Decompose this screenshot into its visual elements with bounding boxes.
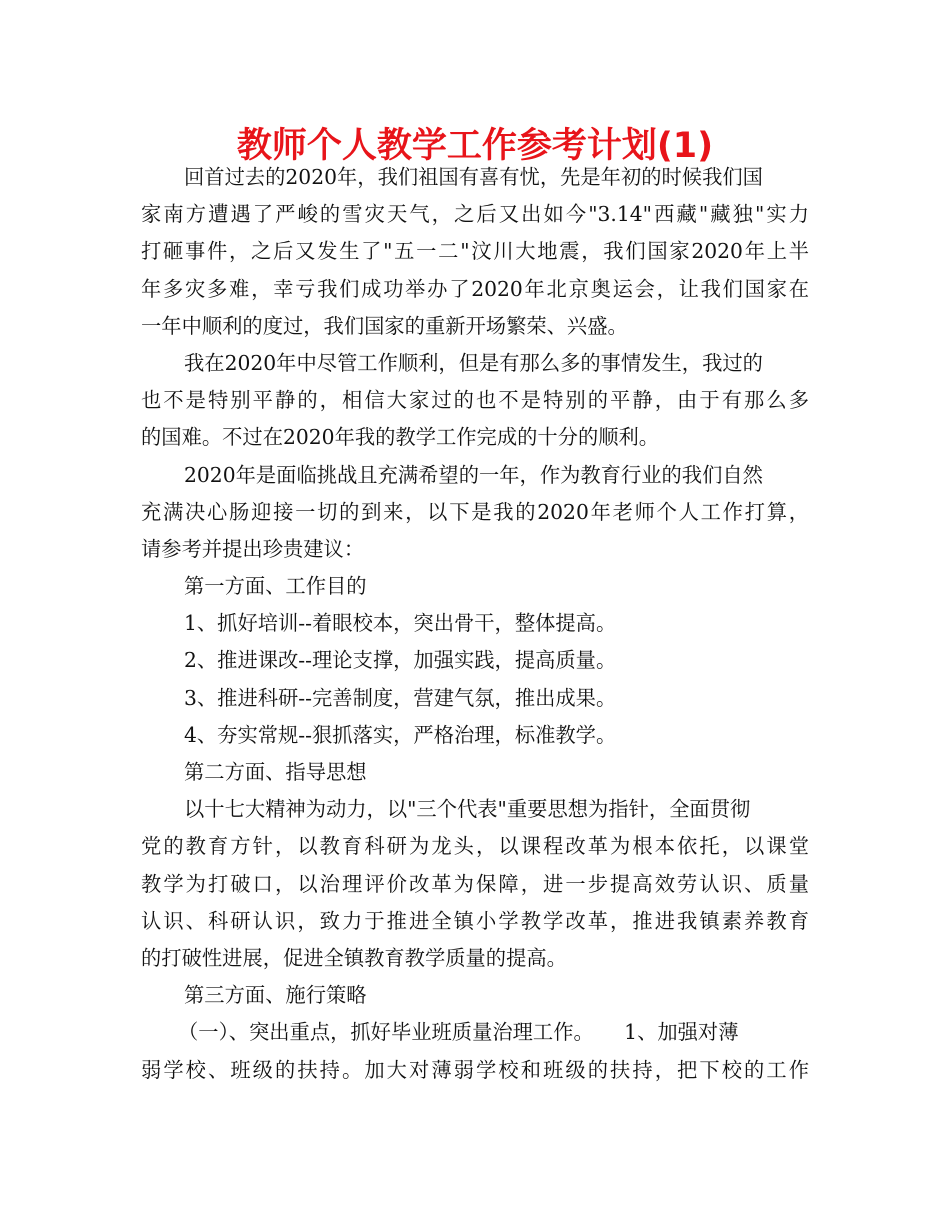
paragraph-line: 家南方遭遇了严峻的雪灾天气，之后又出如今"3.14"西藏"藏独"实力 [141, 202, 809, 227]
paragraph-line: 年多灾多难，幸亏我们成功举办了2020年北京奥运会，让我们国家在 [141, 276, 809, 301]
section-heading: 第一方面、工作目的 [184, 574, 367, 599]
paragraph-line: 认识、科研认识，致力于推进全镇小学教学改革，推进我镇素养教育 [141, 908, 809, 933]
paragraph-line: 党的教育方针，以教育科研为龙头，以课程改革为根本依托，以课堂 [141, 834, 809, 859]
paragraph-line: 我在2020年中尽管工作顺利，但是有那么多的事情发生，我过的 [184, 350, 763, 375]
paragraph-line: 充满决心肠迎接一切的到来，以下是我的2020年老师个人工作打算， [141, 499, 809, 524]
paragraph-line: 也不是特别平静的，相信大家过的也不是特别的平静，由于有那么多 [141, 388, 809, 413]
paragraph-line: 的国难。不过在2020年我的教学工作完成的十分的顺利。 [141, 425, 660, 450]
paragraph-line: 教学为打破口，以治理评价改革为保障，进一步提高效劳认识、质量 [141, 871, 809, 896]
section-heading: 第三方面、施行策略 [184, 983, 367, 1008]
list-item: 4、夯实常规--狠抓落实，严格治理，标准教学。 [184, 722, 617, 747]
list-item: 2、推进课改--理论支撑，加强实践，提高质量。 [184, 648, 617, 673]
paragraph-line: 2020年是面临挑战且充满希望的一年，作为教育行业的我们自然 [184, 462, 763, 487]
document-body [141, 159, 809, 1089]
list-item: 3、推进科研--完善制度，营建气氛，推出成果。 [184, 685, 617, 710]
section-heading: 第二方面、指导思想 [184, 760, 367, 784]
paragraph-line: 以十七大精神为动力，以"三个代表"重要思想为指针，全面贯彻 [184, 797, 751, 822]
paragraph-line: 打砸事件，之后又发生了"五一二"汶川大地震，我们国家2020年上半 [141, 239, 809, 264]
paragraph-line: 请参考并提出珍贵建议： [141, 536, 365, 561]
paragraph-line: 弱学校、班级的扶持。加大对薄弱学校和班级的扶持，把下校的工作 [141, 1057, 809, 1082]
paragraph-line: 回首过去的2020年，我们祖国有喜有忧，先是年初的时候我们国 [184, 165, 763, 189]
paragraph-line: 一年中顺利的度过，我们国家的重新开场繁荣、兴盛。 [141, 313, 628, 338]
document-title: 教师个人教学工作参考计划(1) [236, 126, 714, 166]
paragraph-line: 的打破性进展，促进全镇教育教学质量的提高。 [141, 945, 567, 970]
paragraph-line: （一）、突出重点，抓好毕业班质量治理工作。 1、加强对薄 [178, 1020, 739, 1045]
list-item: 1、抓好培训--着眼校本，突出骨干，整体提高。 [184, 611, 617, 636]
